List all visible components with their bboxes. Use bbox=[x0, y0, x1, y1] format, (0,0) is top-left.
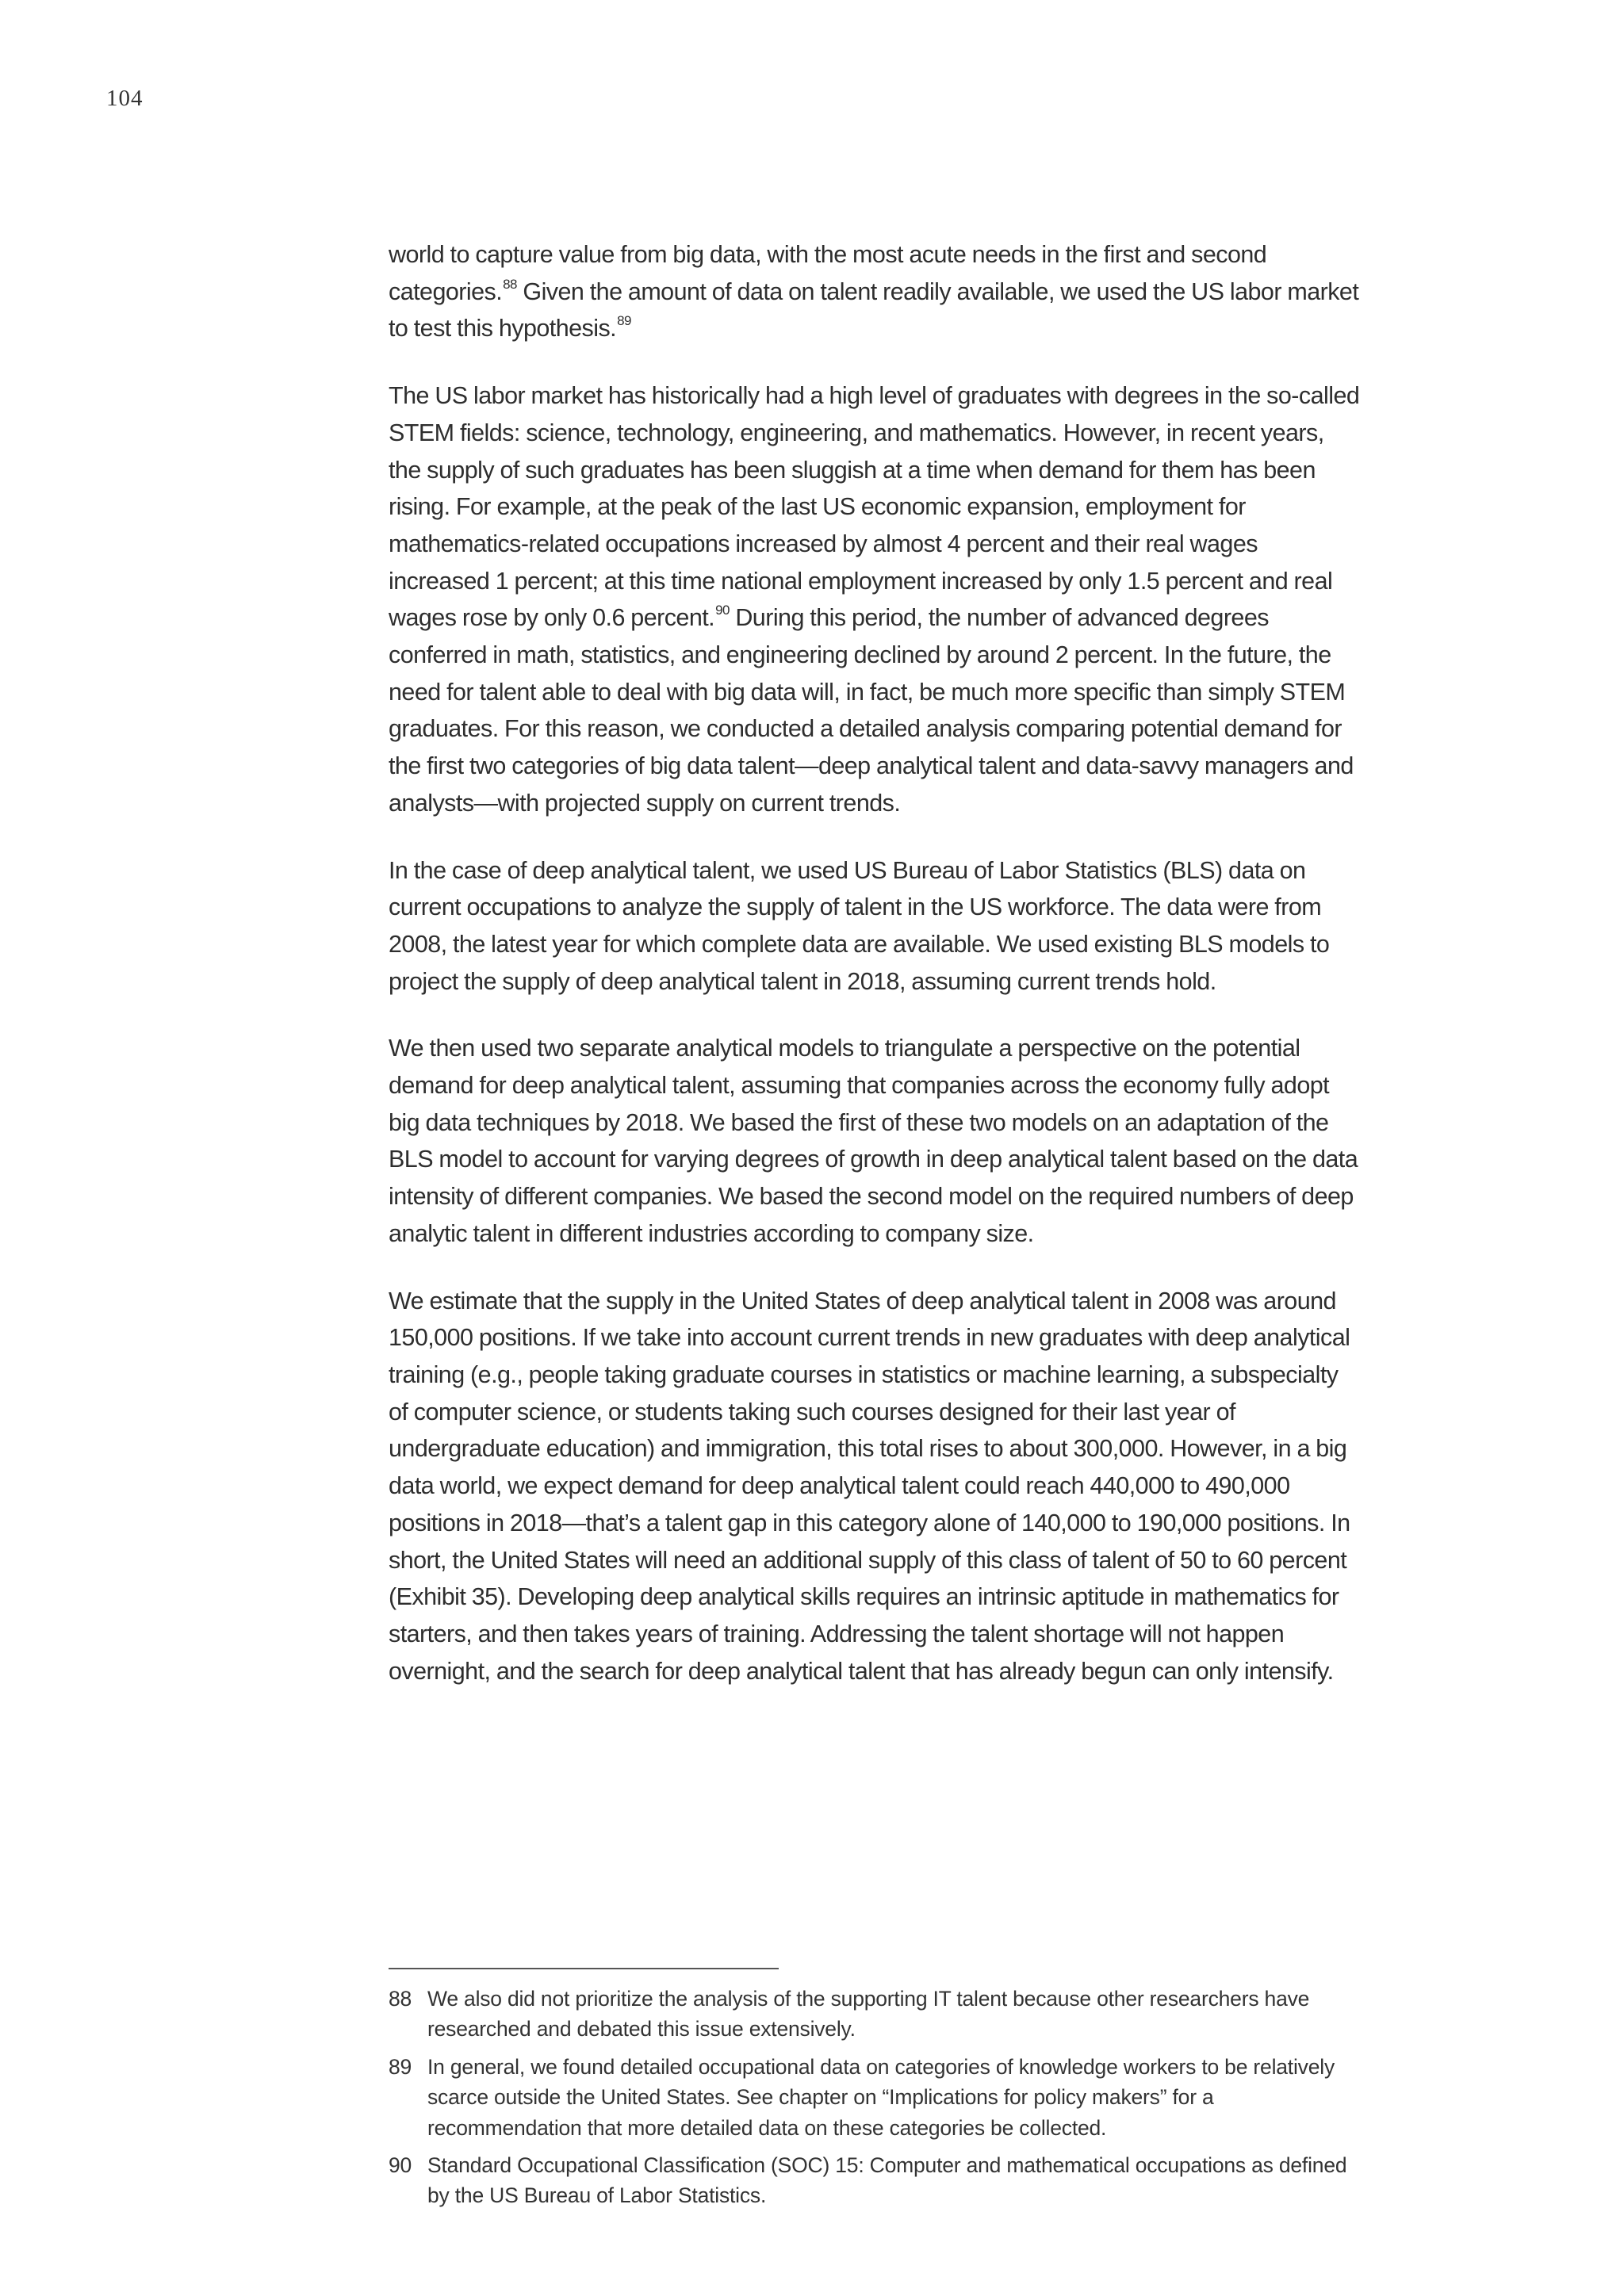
paragraph bbox=[389, 236, 1360, 347]
footnote-text: Standard Occupational Classification (SOC) 15: Computer and mathematical occupations as defined by the US Bureau of Labor Statistics. bbox=[427, 2153, 1347, 2208]
footnote-text: We also did not prioritize the analysis of the supporting IT talent because other researchers have researched and debated this issue extensively. bbox=[427, 1987, 1310, 2042]
paragraph-text: Given the amount of data on talent readily available, we used the US labor market to test this hypothesis. bbox=[389, 277, 1359, 342]
footnote bbox=[389, 1984, 1364, 2045]
paragraph bbox=[389, 852, 1360, 1001]
footnote-number: 89 bbox=[389, 2054, 412, 2079]
footnote-number: 90 bbox=[389, 2153, 412, 2178]
paragraph bbox=[389, 1030, 1360, 1252]
footnote-number: 88 bbox=[389, 1987, 412, 2011]
footnote-divider bbox=[389, 1968, 779, 1969]
body-text bbox=[389, 236, 1360, 1720]
footnote-reference: 88 bbox=[503, 276, 517, 292]
page-number: 104 bbox=[106, 86, 144, 111]
footnote bbox=[389, 2052, 1364, 2143]
footnote-reference: 90 bbox=[715, 603, 730, 618]
footnote-text: In general, we found detailed occupational data on categories of knowledge workers to be relatively scarce outside the United States. See chapter on “Implications for policy makers” for a recommendation that more detailed data on these categories be collected. bbox=[427, 2054, 1335, 2140]
paragraph-text: We estimate that the supply in the United States of deep analytical talent in 2008 was around 150,000 positions. If we take into account current trends in new graduates with deep analytical training (e.g., people taking graduate courses in statistics or machine learning, a subspecialty of computer science, or students taking such courses designed for their last year of undergraduate education) and immigration, this total rises to about 300,000. However, in a big data world, we expect demand for deep analytical talent could reach 440,000 to 490,000 positions in 2018—that’s a talent gap in this category alone of 140,000 to 190,000 positions. In short, the United States will need an additional supply of this class of talent of 50 to 60 percent (Exhibit 35). Developing deep analytical skills requires an intrinsic aptitude in mathematics for starters, and then takes years of training. Addressing the talent shortage will not happen overnight, and the search for deep analytical talent that has already begun can only intensify. bbox=[389, 1287, 1350, 1685]
footnote bbox=[389, 2150, 1364, 2211]
paragraph-text: In the case of deep analytical talent, we used US Bureau of Labor Statistics (BLS) data on current occupations to analyze the supply of talent in the US workforce. The data were from 2008, the latest year for which complete data are available. We used existing BLS models to project the supply of deep analytical talent in 2018, assuming current trends hold. bbox=[389, 856, 1330, 995]
footnotes bbox=[389, 1984, 1364, 2218]
paragraph-text: world to capture value from big data, with the most acute needs in the first and second categories. bbox=[389, 241, 1267, 305]
paragraph bbox=[389, 377, 1360, 821]
paragraph bbox=[389, 1283, 1360, 1690]
paragraph-text: The US labor market has historically had a high level of graduates with degrees in the so-called STEM fields: science, technology, engineering, and mathematics. However, in recent years, the supply of such graduates has been sluggish at a time when demand for them has been rising. For example, at the peak of the last US economic expansion, employment for mathematics-related occupations increased by almost 4 percent and their real wages increased 1 percent; at this time national employment increased by only 1.5 percent and real wages rose by only 0.6 percent. bbox=[389, 382, 1360, 632]
paragraph-text: During this period, the number of advanced degrees conferred in math, statistics, and engineering declined by around 2 percent. In the future, the need for talent able to deal with big data will, in fact, be much more specific than simply STEM graduates. For this reason, we conducted a detailed analysis comparing potential demand for the first two categories of big data talent—deep analytical talent and data-savvy managers and analysts—with projected supply on current trends. bbox=[389, 604, 1354, 817]
footnote-reference: 89 bbox=[617, 313, 631, 329]
paragraph-text: We then used two separate analytical models to triangulate a perspective on the potential demand for deep analytical talent, assuming that companies across the economy fully adopt big data techniques by 2018. We based the first of these two models on an adaptation of the BLS model to account for varying degrees of growth in deep analytical talent based on the data intensity of different companies. We based the second model on the required numbers of deep analytic talent in different industries according to company size. bbox=[389, 1035, 1358, 1247]
